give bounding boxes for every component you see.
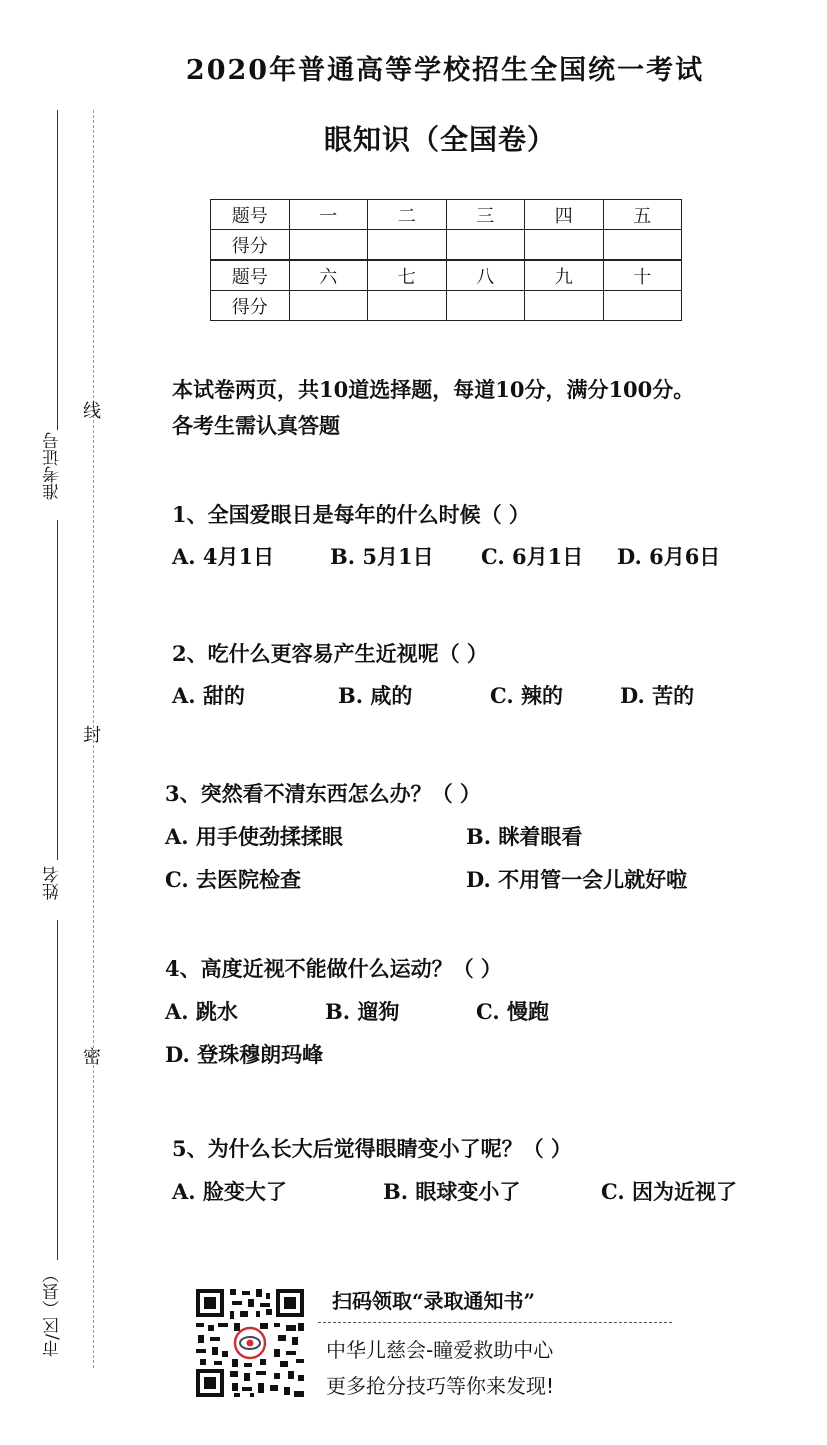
seal-feng: 封 bbox=[83, 725, 101, 746]
binding-line-lower bbox=[57, 920, 58, 1260]
row-label-score: 得分 bbox=[211, 291, 290, 321]
question-number: 一 bbox=[289, 200, 368, 230]
scan-qr-caption: 扫码领取“录取通知书” bbox=[332, 1289, 536, 1313]
exam-title: 2020年普通高等学校招生全国统一考试 bbox=[185, 55, 705, 86]
question-3-option-b[interactable]: B. 眯着眼看 bbox=[466, 824, 583, 849]
score-table-number-row bbox=[211, 260, 682, 291]
score-table-score-row bbox=[211, 230, 682, 261]
question-number: 三 bbox=[446, 200, 525, 230]
score-table-score-row bbox=[211, 291, 682, 321]
instructions-line: 本试卷两页，共10道选择题，每道10分，满分100分。 bbox=[172, 377, 695, 402]
question-number: 八 bbox=[446, 260, 525, 291]
qr-code[interactable] bbox=[194, 1287, 306, 1399]
question-number: 九 bbox=[525, 260, 604, 291]
score-cell[interactable] bbox=[525, 230, 604, 261]
organization-name: 中华儿慈会-瞳爱救助中心 bbox=[326, 1338, 554, 1362]
promo-text: 更多抢分技巧等你来发现! bbox=[326, 1374, 555, 1398]
question-5-option-b[interactable]: B. 眼球变小了 bbox=[383, 1179, 521, 1204]
question-2-option-c[interactable]: C. 辣的 bbox=[490, 683, 563, 708]
question-4-option-a[interactable]: A. 跳水 bbox=[165, 999, 238, 1024]
exam-subtitle: 眼知识（全国卷） bbox=[323, 123, 556, 156]
question-2-stem: 2、吃什么更容易产生近视呢（ ） bbox=[172, 641, 488, 666]
score-cell[interactable] bbox=[603, 291, 682, 321]
binding-line-top bbox=[57, 110, 58, 430]
score-cell[interactable] bbox=[368, 230, 447, 261]
question-number: 十 bbox=[603, 260, 682, 291]
qr-code-icon bbox=[194, 1287, 306, 1399]
seal-xian: 线 bbox=[83, 401, 101, 422]
score-table-number-row bbox=[211, 200, 682, 230]
question-5-option-a[interactable]: A. 脸变大了 bbox=[172, 1179, 287, 1204]
question-1-option-c[interactable]: C. 6月1日 bbox=[481, 544, 584, 569]
score-table bbox=[210, 199, 682, 321]
name-label: 姓名 bbox=[43, 866, 63, 900]
question-2-option-a[interactable]: A. 甜的 bbox=[172, 683, 245, 708]
question-1-option-b[interactable]: B. 5月1日 bbox=[330, 544, 434, 569]
exam-id-label: 准考证号 bbox=[43, 432, 63, 500]
question-4-option-b[interactable]: B. 遛狗 bbox=[325, 999, 400, 1024]
question-2-option-d[interactable]: D. 苦的 bbox=[620, 683, 695, 708]
question-4-option-d[interactable]: D. 登珠穆朗玛峰 bbox=[165, 1042, 324, 1067]
instructions-line: 各考生需认真答题 bbox=[172, 413, 340, 438]
score-cell[interactable] bbox=[603, 230, 682, 261]
question-number: 七 bbox=[368, 260, 447, 291]
city-label: 市/区（县） bbox=[43, 1266, 63, 1357]
row-label-number: 题号 bbox=[211, 260, 290, 291]
question-number: 五 bbox=[603, 200, 682, 230]
question-3-option-d[interactable]: D. 不用管一会儿就好啦 bbox=[466, 867, 688, 892]
question-1-stem: 1、全国爱眼日是每年的什么时候（ ） bbox=[172, 502, 530, 527]
question-number: 二 bbox=[368, 200, 447, 230]
seal-mi: 密 bbox=[83, 1047, 101, 1068]
question-2-option-b[interactable]: B. 咸的 bbox=[338, 683, 413, 708]
question-4-stem: 4、高度近视不能做什么运动？（ ） bbox=[165, 956, 502, 981]
question-3-option-c[interactable]: C. 去医院检查 bbox=[165, 867, 301, 892]
score-cell[interactable] bbox=[289, 230, 368, 261]
question-5-stem: 5、为什么长大后觉得眼睛变小了呢？（ ） bbox=[172, 1136, 572, 1161]
question-3-stem: 3、突然看不清东西怎么办？（ ） bbox=[165, 781, 481, 806]
question-number: 六 bbox=[289, 260, 368, 291]
question-5-option-c[interactable]: C. 因为近视了 bbox=[601, 1179, 737, 1204]
score-cell[interactable] bbox=[446, 291, 525, 321]
footer-divider bbox=[318, 1322, 672, 1323]
binding-line-middle bbox=[57, 520, 58, 860]
score-cell[interactable] bbox=[446, 230, 525, 261]
exam-instructions bbox=[172, 372, 694, 444]
row-label-number: 题号 bbox=[211, 200, 290, 230]
score-cell[interactable] bbox=[368, 291, 447, 321]
question-3-option-a[interactable]: A. 用手使劲揉揉眼 bbox=[165, 824, 343, 849]
question-1-option-d[interactable]: D. 6月6日 bbox=[617, 544, 721, 569]
question-4-option-c[interactable]: C. 慢跑 bbox=[476, 999, 549, 1024]
score-cell[interactable] bbox=[525, 291, 604, 321]
question-number: 四 bbox=[525, 200, 604, 230]
question-1-option-a[interactable]: A. 4月1日 bbox=[172, 544, 275, 569]
row-label-score: 得分 bbox=[211, 230, 290, 261]
score-cell[interactable] bbox=[289, 291, 368, 321]
